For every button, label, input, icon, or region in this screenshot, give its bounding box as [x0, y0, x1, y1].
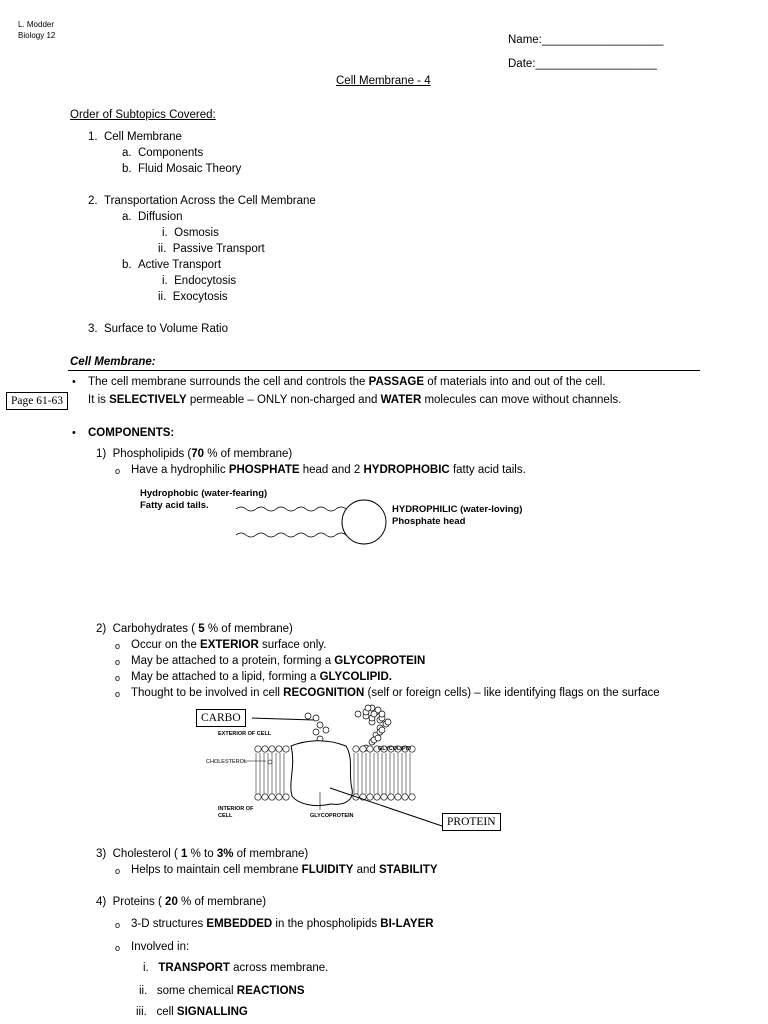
fig-exterior-label: EXTERIOR OF CELL: [218, 731, 272, 737]
list-item: b. Active Transport: [122, 259, 222, 271]
component-phospholipids: 1) Phospholipids (70 % of membrane): [96, 448, 293, 460]
carbo-label-box: CARBO: [196, 709, 246, 727]
fig-interior-label-1: INTERIOR OF: [218, 806, 254, 812]
list-item: b. Fluid Mosaic Theory: [122, 163, 242, 175]
section-rule: [68, 370, 700, 371]
carbo-pointer-line: [252, 718, 314, 720]
bullet-icon: •: [72, 427, 76, 439]
bullet-icon: •: [72, 376, 76, 388]
protein-role-3: iii. cell SIGNALLING: [136, 1006, 248, 1018]
list-item: ii. Passive Transport: [158, 243, 265, 255]
phospholipid-detail: Have a hydrophilic PHOSPHATE head and 2 HYDROPHOBIC fatty acid tails.: [131, 464, 526, 476]
page-reference-box: Page 61-63: [6, 392, 68, 410]
list-item: ii. Exocytosis: [158, 291, 228, 303]
author: L. Modder: [18, 20, 55, 29]
membrane-protein: [291, 741, 352, 806]
section-heading-cell-membrane: Cell Membrane:: [70, 356, 156, 368]
phospholipid-diagram: [136, 484, 556, 556]
components-heading: COMPONENTS:: [88, 427, 175, 439]
membrane-line-1: The cell membrane surrounds the cell and controls the PASSAGE of materials into and out of the cell.: [88, 376, 606, 388]
component-cholesterol: 3) Cholesterol ( 1 % to 3% of membrane): [96, 848, 309, 860]
name-field: Name:___________________: [508, 34, 664, 46]
circle-bullet-icon: o: [115, 673, 121, 683]
phosphate-head: [342, 500, 386, 544]
list-item: a. Components: [122, 147, 204, 159]
list-item: 3. Surface to Volume Ratio: [88, 323, 228, 335]
circle-bullet-icon: o: [115, 943, 121, 953]
circle-bullet-icon: o: [115, 657, 121, 667]
fig-tail-label-1: Hydrophobic (water-fearing): [140, 488, 268, 499]
component-carbohydrates: 2) Carbohydrates ( 5 % of membrane): [96, 623, 293, 635]
fig-tail-label-2: Fatty acid tails.: [140, 500, 209, 511]
fig-head-label-1: HYDROPHILIC (water-loving): [392, 504, 523, 515]
protein-detail-2: Involved in:: [131, 941, 190, 953]
circle-bullet-icon: o: [115, 866, 121, 876]
list-item: 1. Cell Membrane: [88, 131, 182, 143]
fig-interior-label-2: CELL: [218, 813, 233, 819]
protein-detail-1: 3-D structures EMBEDDED in the phospholipids BI-LAYER: [131, 918, 434, 930]
protein-role-2: ii. some chemical REACTIONS: [139, 985, 305, 997]
component-proteins: 4) Proteins ( 20 % of membrane): [96, 896, 267, 908]
carb-detail-4: Thought to be involved in cell RECOGNITION (self or foreign cells) – like identifying flags on the surface: [131, 687, 660, 699]
course: Biology 12: [18, 31, 56, 40]
fig-head-label-2: Phosphate head: [392, 516, 466, 527]
circle-bullet-icon: o: [115, 466, 121, 476]
list-item: i. Osmosis: [162, 227, 219, 239]
protein-role-1: i. TRANSPORT across membrane.: [143, 962, 329, 974]
protein-label-box: PROTEIN: [442, 813, 501, 831]
fig-cholesterol-label: CHOLESTEROL: [206, 759, 247, 765]
list-item: i. Endocytosis: [162, 275, 237, 287]
list-item: 2. Transportation Across the Cell Membrane: [88, 195, 316, 207]
fig-glycolipid-label: GLYCOLIPID: [378, 746, 412, 752]
carb-detail-2: May be attached to a protein, forming a GLYCOPROTEIN: [131, 655, 426, 667]
circle-bullet-icon: o: [115, 920, 121, 930]
membrane-line-2: It is SELECTIVELY permeable – ONLY non-charged and WATER molecules can move without channels.: [88, 394, 622, 406]
circle-bullet-icon: o: [115, 641, 121, 651]
cholesterol-detail: Helps to maintain cell membrane FLUIDITY and STABILITY: [131, 864, 438, 876]
subtopics-heading: Order of Subtopics Covered:: [70, 109, 216, 121]
list-item: a. Diffusion: [122, 211, 183, 223]
page-title: Cell Membrane - 4: [336, 75, 431, 87]
date-field: Date:___________________: [508, 58, 658, 70]
carb-detail-3: May be attached to a lipid, forming a GLYCOLIPID.: [131, 671, 392, 683]
circle-bullet-icon: o: [115, 689, 121, 699]
fig-glycoprotein-label: GLYCOPROTEIN: [310, 813, 354, 819]
carb-detail-1: Occur on the EXTERIOR surface only.: [131, 639, 327, 651]
